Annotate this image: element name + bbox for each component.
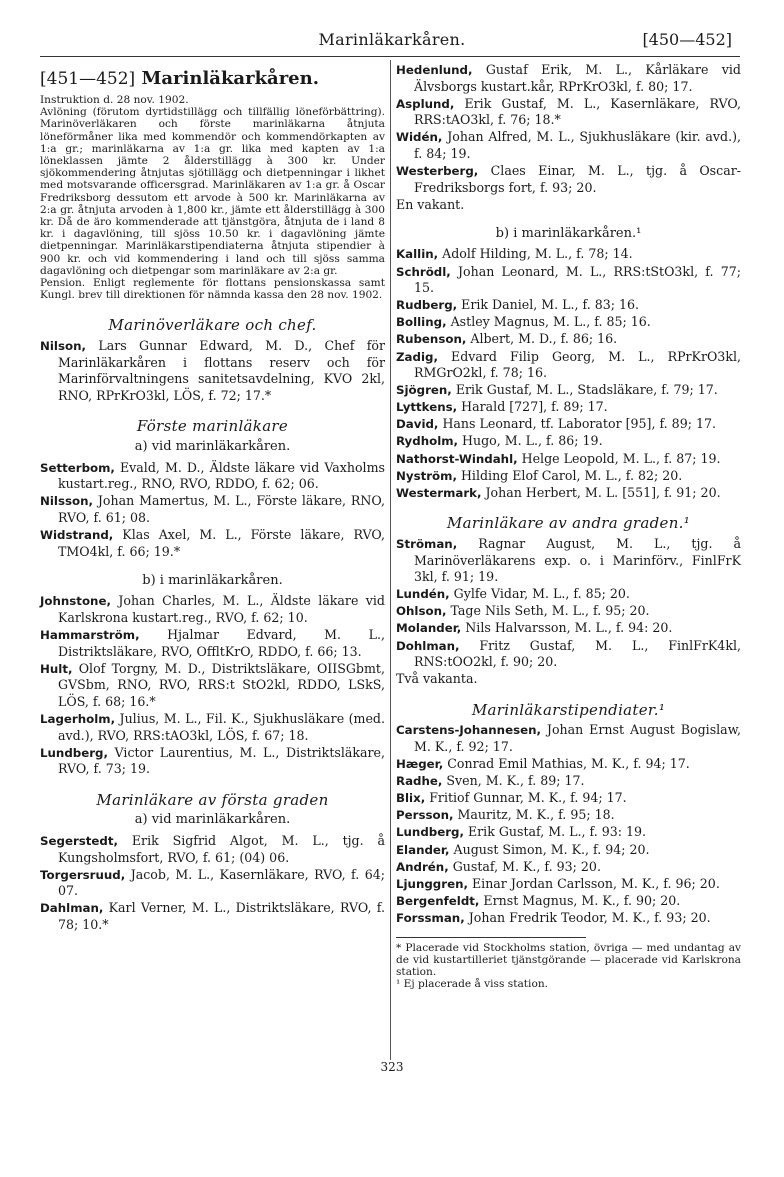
list-item [396,264,741,297]
list-item [40,338,385,404]
entry-surname: Widén, [396,130,443,145]
entry-text: Sven, M. K., f. 89; 17. [446,773,585,789]
entry-surname: Schrödl, [396,264,451,279]
list-item [396,433,741,450]
list-item [40,593,385,626]
list-item [396,790,741,807]
list-item [396,485,741,502]
entry-surname: Asplund, [396,96,455,111]
list-item [396,451,741,468]
entry-text: Gylfe Vidar, M. L., f. 85; 20. [453,586,630,602]
list-item [396,773,741,790]
entry-text: Hans Leonard, tf. Laborator [95], f. 89; 17. [442,416,716,432]
heading-marinoverlakare: Marinöverläkare och chef. [108,316,317,335]
subheading-b: b) i marinläkarkåren.¹ [495,225,642,241]
footnote-asterisk: * Placerade vid Stockholms station, övriga — med undantag av de vid kustartilleriet tjänstgörande — placerade vid Karlskrona station. [396,941,741,978]
subheading-b: b) i marinläkarkåren. [142,572,283,588]
entry-surname: Johnstone, [40,594,111,609]
entry-text: Johan Leonard, M. L., RRS:tStO3kl, f. 77; 15. [414,263,741,296]
list-item [396,586,741,603]
list-item [396,468,741,485]
entry-text: Hjalmar Edvard, M. L., Distriktsläkare, RVO, OffltKrO, RDDO, f. 66; 13. [58,626,385,659]
entry-text: Tage Nils Seth, M. L., f. 95; 20. [450,603,650,619]
entry-surname: Rudberg, [396,298,458,313]
entry-surname: Bergenfeldt, [396,893,480,908]
list-item [396,859,741,876]
instruction-pension: Pension. Enligt reglemente för flottans pensionskassa samt Kungl. brev till direktionen för nämnda kassa den 28 nov. 1902. [40,277,385,302]
list-item [396,536,741,586]
entry-surname: Segerstedt, [40,833,118,848]
entry-surname: Westerberg, [396,164,479,179]
left-column [40,62,385,934]
entry-text: Johan Fredrik Teodor, M. K., f. 93; 20. [468,909,711,925]
entry-text: Ernst Magnus, M. K., f. 90; 20. [483,892,681,908]
entry-surname: Rydholm, [396,434,459,449]
entry-surname: Widstrand, [40,527,114,542]
section-name: Marinläkarkåren. [141,68,319,89]
footnote-one: ¹ Ej placerade å viss station. [396,978,549,991]
list-item [396,893,741,910]
entry-text: Harald [727], f. 89; 17. [461,399,608,415]
entry-surname: Molander, [396,621,462,636]
entry-text: Gustaf Erik, M. L., Kårläkare vid Älvsborgs kustart.kår, RPrKrO3kl, f. 80; 17. [414,62,741,94]
entry-surname: Hæger, [396,757,444,772]
entry-surname: Lyttkens, [396,400,458,415]
spacer [40,561,385,569]
entry-surname: Lundberg, [396,825,464,840]
subheading-a: a) vid marinläkarkåren. [134,439,291,455]
entry-text: Johan Charles, M. L., Äldste läkare vid Karlskrona kustart.reg., RVO, f. 62; 10. [58,593,385,625]
entry-surname: Carstens-Johannesen, [396,723,541,738]
entry-surname: Hammarström, [40,627,140,642]
entry-text: Adolf Hilding, M. L., f. 78; 14. [442,246,633,262]
entry-text: Johan Ernst August Bogislaw, M. K., f. 92; 17. [414,722,741,754]
instruction-date: Instruktion d. 28 nov. 1902. [40,94,189,106]
list-item [40,527,385,560]
entry-surname: Nathorst-Windahl, [396,451,518,466]
list-item [396,129,741,162]
entry-surname: Hedenlund, [396,63,473,77]
entry-surname: David, [396,417,439,432]
list-item [396,163,741,196]
entry-surname: Torgersruud, [40,867,126,882]
list-item [40,661,385,711]
entry-text: Erik Sigfrid Algot, M. L., tjg. å Kungsholmsfort, RVO, f. 61; (04) 06. [58,832,385,865]
vacancy-note: Två vakanta. [396,671,478,687]
page-number: 323 [380,1060,404,1074]
list-item [396,96,741,129]
list-item [396,331,741,348]
entry-text: Victor Laurentius, M. L., Distriktsläkare, RVO, f. 73; 19. [58,744,385,777]
list-item [396,603,741,620]
entry-text: Astley Magnus, M. L., f. 85; 16. [450,314,651,330]
entry-surname: Elander, [396,842,450,857]
right-column [396,62,741,990]
entry-surname: Dahlman, [40,901,104,916]
list-item [396,382,741,399]
list-item [396,349,741,382]
entry-text: Karl Verner, M. L., Distriktsläkare, RVO, f. 78; 10.* [58,900,385,932]
entry-text: Hilding Elof Carol, M. L., f. 82; 20. [460,467,683,483]
running-head-page-range: [450—452] [642,30,732,49]
entry-surname: Westermark, [396,485,482,500]
entry-text: Klas Axel, M. L., Förste läkare, RVO, TMO4kl, f. 66; 19.* [58,526,385,559]
entry-text: Ragnar August, M. L., tjg. å Marinöverläkarens exp. o. i Marinförv., FinlFrK 3kl, f. 91; 19. [414,535,741,585]
entry-surname: Kallin, [396,247,439,262]
entry-surname: Ströman, [396,536,458,551]
entry-surname: Bolling, [396,315,447,330]
entry-text: Nils Halvarsson, M. L., f. 94: 20. [465,620,673,636]
spacer [396,214,741,222]
entry-text: Johan Herbert, M. L. [551], f. 91; 20. [485,484,721,500]
entry-text: Jacob, M. L., Kasernläkare, RVO, f. 64; 07. [58,866,385,899]
entry-text: August Simon, M. K., f. 94; 20. [453,841,650,857]
list-item [40,900,385,933]
entry-surname: Radhe, [396,774,443,789]
list-item [396,62,741,95]
entry-text: Gustaf, M. K., f. 93; 20. [452,858,601,874]
entry-surname: Forssman, [396,910,465,925]
list-item [396,620,741,637]
subheading-a: a) vid marinläkarkåren. [134,812,291,828]
running-head-rule [40,56,740,57]
entry-text: Johan Mamertus, M. L., Förste läkare, RNO, RVO, f. 61; 08. [58,493,385,525]
entry-surname: Hult, [40,661,73,676]
list-item [40,745,385,778]
entry-surname: Nyström, [396,468,457,483]
list-item [396,876,741,893]
heading-stipendiater: Marinläkarstipendiater.¹ [471,700,666,719]
list-item [40,493,385,526]
entry-surname: Lagerholm, [40,711,116,726]
entry-surname: Rubenson, [396,332,467,347]
entry-text: Conrad Emil Mathias, M. K., f. 94; 17. [447,756,690,772]
instruction-salary: Avlöning (förutom dyrtidstillägg och tillfällig löneförbättring). Marinöverläkaren och förste marinläkarna åtnjuta löneförmåner lika med kommendör och kommendörkapten av 1:a gr.; marinläkarna av 1:a gr. lika med kapten av 1:a löneklassen jämte 2 ålderstillägg à 300 kr. Under sjökommendering åtnjutas sjötillägg och dietpenningar i likhet med motsvarande officersgrad. Marinläkaren av 1:a gr. å Oscar Fredriksborg dessutom ett arvode à 500 kr. Marinläkarna av 2:a gr. åtnjuta arvoden à 1,800 kr., jämte ett ålderstillägg à 300 kr. Då de äro kommenderade att tjänstgöra, åtnjuta de i land 8 kr. i dagavlöning, till sjöss 10.50 kr. i dagavlöning jämte dietpenningar. Marinläkarstipendiaterna åtnjuta stipendier à 900 kr. och vid kommendering i land och till sjöss samma dagavlöning och dietpengar som marinläkare av 2:a gr. [40,106,385,277]
entry-surname: Andrén, [396,859,449,874]
entry-text: Olof Torgny, M. D., Distriktsläkare, OIISGbmt, GVSbm, RNO, RVO, RRS:t StO2kl, RDDO, LSkS, LÖS, f. 68; 16.* [58,660,385,709]
entry-text: Erik Gustaf, M. L., Stadsläkare, f. 79; 17. [455,382,718,398]
entry-text: Fritiof Gunnar, M. K., f. 94; 17. [429,790,627,806]
entry-surname: Ljunggren, [396,876,468,891]
entry-text: Evald, M. D., Äldste läkare vid Vaxholms kustart.reg., RNO, RVO, RDDO, f. 62; 06. [58,459,385,492]
entry-text: Johan Alfred, M. L., Sjukhusläkare (kir. avd.), f. 84; 19. [414,129,741,161]
entry-text: Fritz Gustaf, M. L., FinlFrK4kl, RNS:tOO2kl, f. 90; 20. [414,637,741,670]
section-number: [451—452] [40,69,136,89]
entry-surname: Lundén, [396,587,450,602]
entry-surname: Nilson, [40,339,86,354]
instruction-text [40,94,385,301]
heading-forste-marinlakare: Förste marinläkare [136,417,289,436]
entry-surname: Setterbom, [40,460,115,475]
entry-text: Einar Jordan Carlsson, M. K., f. 96; 20. [471,875,720,891]
entry-text: Erik Daniel, M. L., f. 83; 16. [461,297,640,313]
running-head-title: Marinläkarkåren. [318,30,466,49]
entry-surname: Blix, [396,791,426,806]
column-divider [390,60,391,1060]
list-item [396,722,741,755]
list-item [396,246,741,263]
list-item [40,627,385,660]
entry-surname: Dohlman, [396,638,460,653]
entry-text: Claes Einar, M. L., tjg. å Oscar-Fredriksborgs fort, f. 93; 20. [414,163,741,195]
list-item [396,756,741,773]
section-title [40,68,385,90]
list-item [40,460,385,493]
entry-text: Helge Leopold, M. L., f. 87; 19. [521,450,721,466]
entry-surname: Persson, [396,808,454,823]
list-item [396,416,741,433]
entry-text: Edvard Filip Georg, M. L., RPrKrO3kl, RMGrO2kl, f. 78; 16. [414,348,741,381]
entry-surname: Ohlson, [396,604,447,619]
entry-text: Mauritz, M. K., f. 95; 18. [457,807,615,823]
running-head [0,30,784,54]
entry-surname: Zadig, [396,349,438,364]
list-item [396,638,741,671]
list-item [396,910,741,927]
entry-text: Julius, M. L., Fil. K., Sjukhusläkare (med. avd.), RVO, RRS:tAO3kl, LÖS, f. 67; 18. [58,710,385,743]
entry-surname: Lundberg, [40,745,108,760]
list-item [40,833,385,866]
list-item [40,711,385,744]
entry-text: Erik Gustaf, M. L., Kasernläkare, RVO, RRS:tAO3kl, f. 76; 18.* [414,95,741,128]
footnote-rule [396,937,586,938]
entry-text: Albert, M. D., f. 86; 16. [470,331,618,347]
list-item [396,842,741,859]
entry-text: Hugo, M. L., f. 86; 19. [462,433,603,449]
list-item [396,824,741,841]
heading-andra-graden: Marinläkare av andra graden.¹ [446,514,691,533]
vacancy-note: En vakant. [396,196,465,212]
entry-surname: Sjögren, [396,383,452,398]
entry-text: Erik Gustaf, M. L., f. 93: 19. [467,824,647,840]
heading-forsta-graden: Marinläkare av första graden [96,790,329,809]
list-item [396,314,741,331]
list-item [40,867,385,900]
entry-text: Lars Gunnar Edward, M. D., Chef för Marinläkarkåren i flottans reserv och för Marinförvaltningens sanitetsavdelning, KVO 2kl, RNO, RPrKrO3kl, LÖS, f. 72; 17.* [58,338,385,403]
list-item [396,399,741,416]
list-item [396,297,741,314]
entry-surname: Nilsson, [40,494,93,509]
list-item [396,807,741,824]
